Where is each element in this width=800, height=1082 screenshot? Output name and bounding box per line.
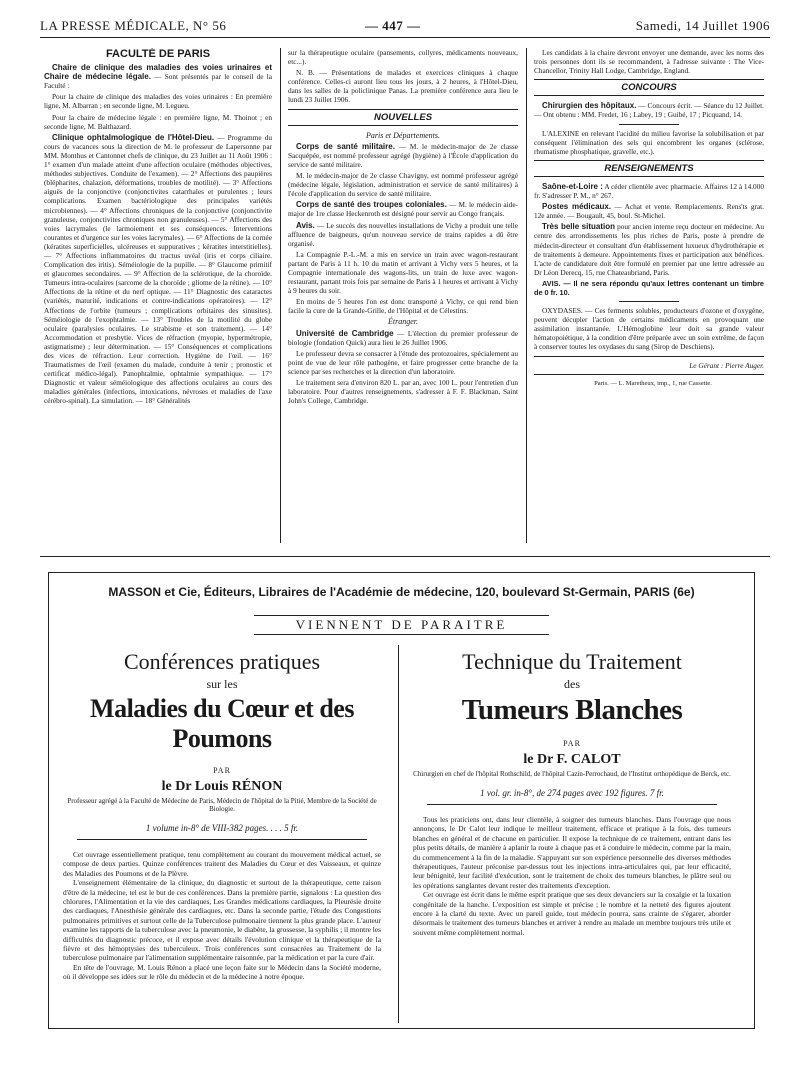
imprint-line: Paris. — L. Maretheux, imp., 1, rue Cassette. bbox=[594, 379, 712, 387]
description-paragraph: Cet ouvrage essentiellement pratique, tenu complètement au courant du mouvement médical actuel, se compose de deux parties. Quinze conférences traitent des Maladies du Cœur et des Vaisseaux, et quinze des Maladies des Poumons et de la Plèvre. bbox=[63, 850, 381, 878]
article-title: Université de Cambridge bbox=[296, 328, 394, 338]
article-cambridge bbox=[288, 329, 518, 347]
author-affiliation: Chirurgien en chef de l'hôpital Rothschild, de l'hôpital Cazin-Perrochaud, de l'Institut orthopédique de Berck, etc. bbox=[413, 770, 731, 778]
article-title: Très belle situation bbox=[542, 222, 615, 232]
article-text: — Achat et vente. Remplacements. Rens'ts grat. 12e année. — Bougault, 45, boul. St-Michel. bbox=[534, 202, 764, 221]
divider bbox=[534, 356, 764, 357]
page-number: — 447 — bbox=[365, 18, 421, 33]
book-author: le Dr Louis RÉNON bbox=[161, 779, 283, 794]
article-title: Avis. bbox=[296, 220, 315, 230]
article-troupes-coloniales bbox=[288, 200, 518, 218]
subheading-paris: Paris et Départements. bbox=[366, 130, 440, 140]
description-paragraph: Cet ouvrage est écrit dans le même esprit pratique que ses deux devanciers sur la coxalgie et la luxation congénitale de la hanche. L'exposition est simple et précise ; le nombre et la netteté des figures ajoutent encore à la clarté du texte. Avec un pareil guide, tout médecin pourra, sans crainte de s'égarer, aborder désormais le traitement des tumeurs blanches et arriver à rendre au malade un membre toujours très utile et souvent même complètement normal. bbox=[413, 890, 731, 937]
subheading-etranger: Étranger. bbox=[388, 317, 418, 327]
book-title-line1: Conférences pratiques bbox=[123, 649, 321, 674]
paragraph: M. le médecin-major de 2e classe Chavigny, est nommé professeur agrégé (médecine légale, législation, administration et service de santé militaires) à l'école d'application du service de santé militaire. bbox=[288, 171, 518, 199]
article-title: Saône-et-Loire : bbox=[542, 181, 603, 191]
volume-price: 1 volume in-8° de VIII-382 pages. . . . 5 fr. bbox=[77, 823, 367, 840]
article-text: — Sont présentés par le conseil de la Faculté : bbox=[44, 72, 272, 91]
description-paragraph: En tête de l'ouvrage, M. Louis Rénon a placé une leçon faite sur le Médecin dans la Société moderne, où il développe ses idées sur le rôle du médecin et de la médecine à notre époque. bbox=[63, 962, 381, 982]
paragraph: Pour la chaire de clinique des maladies des voies urinaires : En première ligne, M. Albarran ; en seconde ligne, M. Legueu. bbox=[44, 92, 272, 111]
article-title: Chaire de clinique des maladies des voies urinaires et Chaire de médecine légale. bbox=[44, 63, 272, 82]
paragraph-nb: N. B. — Présentations de malades et exercices cliniques à chaque conférence. Celles-ci auront lieu tous les jours, à 2 heures, à l'Hôtel-Dieu, dans les salles de la policlinique Panas. La première conférence aura lieu le lundi 23 Juillet 1906. bbox=[288, 68, 518, 105]
notice-situation bbox=[534, 222, 764, 277]
divider bbox=[619, 124, 679, 125]
book-title-line2: sur les bbox=[206, 677, 238, 691]
book-renon bbox=[57, 645, 387, 1023]
article-text: — Le succès des nouvelles installations de Vichy a produit une telle affluence de baigneurs, qu'un nouveau service de trains rapides a dû être organisé. bbox=[288, 220, 518, 248]
paragraph: La Compagnie P.-L.-M. a mis en service un train avec wagon-restaurant partant de Paris à 11 h. 10 du matin et arrivant à Vichy vers 5 heures, et la Compagnie internationale des wagons-lits, un train de luxe avec wagon-restaurant, partant trois fois par semaine de Paris à 1 heures et arrivant à Vichy à 9 heures du soir. bbox=[288, 249, 518, 296]
article-text: — L'élection du premier professeur de biologie (fondation Quick) aura lieu le 26 Juillet 1906. bbox=[288, 328, 518, 347]
article-text: — M. le médecin-major de 2e classe Sacquépée, est nommé professeur agrégé (hygiène) à l'École d'application du service de santé militaire. bbox=[288, 141, 518, 169]
divider bbox=[534, 374, 764, 375]
description-paragraph: Tous les praticiens ont, dans leur clientèle, à soigner des tumeurs blanches. Dans l'ouvrage que nous annonçons, le Dr Calot leur indique le meilleur traitement, efficace et pratique à la fois, des tumeurs blanches en général et de chacune en particulier. Il expose la technique de ce traitement, entrant dans les plus petits détails, de manière à aplanir la route à chaque pas et à conduire le médecin, comme par la main, du commencement à la fin de la maladie. S'appuyant sur son expérience personnelle des diverses méthodes thérapeutiques, l'auteur préconise par-dessus tout les injections intra-articulaires qui, par leur efficacité, leur bénignité, leur facilité d'exécution, sont le traitement de choix des tumeurs blanches, le plâtre seul ou les opérations sanglantes devant rester des traitements d'exception. bbox=[413, 815, 731, 890]
article-corps-militaire bbox=[288, 142, 518, 169]
divider bbox=[619, 301, 679, 302]
book-title-line3: Maladies du Cœur et des Poumons bbox=[90, 694, 354, 753]
section-heading-nouvelles: NOUVELLES bbox=[288, 109, 518, 126]
paragraph: En moins de 5 heures l'on est donc transporté à Vichy, ce qui rend bien facile la cure de la Grande-Grille, de l'Hôpital et de Célestins. bbox=[288, 297, 518, 316]
article-title: Corps de santé des troupes coloniales. bbox=[296, 200, 447, 210]
notice-saone-et-loire bbox=[534, 182, 764, 200]
notice-avis-timbre: AVIS. — Il ne sera répondu qu'aux lettres contenant un timbre de 0 fr. 10. bbox=[534, 278, 764, 297]
column-nouvelles bbox=[288, 48, 518, 548]
running-header bbox=[40, 18, 770, 36]
notice-alexine: L'ALEXINE en relevant l'acidité du milieu favorise la solubilisation et par conséquent l'élimination des sels qui encombrent les organes (sclérose, rhumatisme phosphatique, gravelle, etc.). bbox=[534, 128, 764, 156]
author-affiliation: Professeur agrégé à la Faculté de Médecine de Paris, Médecin de l'hôpital de la Pitié, Membre de la Société de Biologie. bbox=[67, 797, 377, 813]
paragraph: sur la thérapeutique oculaire (pansements, collyres, médicaments nouveaux, etc...). bbox=[288, 48, 518, 67]
article-text: — Programme du cours de vacances sous la direction de M. le professeur de Lapersonne par MM. Monthus et Cantonnet chefs de clinique, du 23 Juillet au 11 Août 1906 : 1° examen d'un malade atteint d'une affection oculaire (méthodes objectives, méthodes subjectives. Conduite de l'examen). — 2° Affections des paupières (blépharites, chalazion, déformations, troubles de motilité). — 3° Affections aiguës de la conjonctive (conjonctivites catarrhales et purulentes ; leurs complications. Examen bactériologique des principales variétés microbiennes). — 4° Affections chroniques de la conjonctive (conjonctivite granuleuse, conjonctivites chroniques non granuleuses). — 5° Affections des voies lacrymales (le larmoiement et ses conséquences. Interventions courantes et d'urgence sur les voies lacrymales). — 6° Affections de la cornée (kératites superficielles, ulcéreuses et suppuratives ; kératites interstitielles). — 7° Affections inflammatoires du tractus uvéal (iris et corps ciliaire. Complication des iritis). Séméiologie de la pupille. — 8° Glaucome primitif et glaucomes secondaires. — 9° Affection de la sclérotique, de la choroïde. Tumeurs intra-oculaires (sarcome de la choroïde ; gliome de la rétine). — 10° Affections de la rétine et du nerf optique. — 11° Diagnostic des cataractes (variétés, maturité, indications et contre-indications opératoires). — 12° Affections de l'orbite (tumeurs ; complications orbitaires des sinusites). Séméiologie de l'exophtalmie. — 13° Troubles de la motilité du globe oculaire (paralysies oculaires. Le strabisme et son traitement). — 14° Accommodation et presbytie. Vices de réfraction (myopie, hypermétropie, astigmatisme) ; leur détermination. — 15° Conséquences et complications des vices de réfraction. Leur correction. Hygiène de l'œil. — 16° Traumatismes de l'œil (examen du malade, conduite à tenir ; pronostic et certificat médico-légal). Panophtalmie, ophtalmie sympathique. — 17° Diagnostic et valeur séméiologique des affections oculaires au cours des maladies générales (infections, intoxications, névroses et maladies de l'axe cérébro-spinal). La simulation. — 18° Généralités bbox=[44, 132, 272, 406]
paragraph: Pour la chaire de médecine légale : en première ligne, M. Thoinot ; en seconde ligne, M. Balthazard. bbox=[44, 112, 272, 131]
column-faculte bbox=[44, 48, 272, 548]
gerant-line: Le Gérant : Pierre Auger. bbox=[689, 360, 764, 370]
section-heading-faculte: FACULTÉ DE PARIS bbox=[105, 48, 211, 60]
volume-price: 1 vol. gr. in-8°, de 274 pages avec 192 figures. 7 fr. bbox=[427, 788, 717, 805]
description-paragraph: L'enseignement élémentaire de la clinique, du diagnostic et surtout de la thérapeutique, cette raison d'être de la médecine, tel est le but de ces conférences. Dans la première partie, signalons : La question des chlorures, l'Alimentation et la vie des cardiaques, Les Grandes médications cardiaques, la Pleurésie droite des cardiaques, l'Anesthésie générale des cardiaques, etc. Dans la seconde partie, l'étude des Congestions pulmonaires primitives et surtout celle de la Tuberculose pulmonaire tiennent la plus grande place. L'auteur examine les rapports de la tuberculose avec la pneumonie, le diabète, la grossesse, la syphilis ; il montre les difficultés du diagnostic précoce, et il expose avec détails l'évolution clinique et la thérapeutique de la fièvre et des hémoptysies des tuberculeux. Trois conférences sont consacrées au Traitement de la tuberculose pulmonaire par l'alimentation supplémentaire raisonnée, par la médication et par la cure d'air. bbox=[63, 878, 381, 963]
par-label: PAR bbox=[213, 766, 231, 775]
article-text: — M. le médecin aide-major de 1re classe Heckenroth est désigné pour servir au Congo français. bbox=[288, 200, 518, 219]
paragraph: Le professeur devra se consacrer à l'étude des protozoaires, spécialement au point de vue de leur rôle pathogène, et faire progresser cette branche de la science par ses recherches et la direction d'un laboratoire. bbox=[288, 348, 518, 376]
book-title-line3: Tumeurs Blanches bbox=[461, 694, 683, 726]
article-text: A céder clientèle avec pharmacie. Affaires 12 à 14.000 fr. S'adresser P. M., n° 267. bbox=[534, 181, 764, 201]
book-title-line1: Technique du Traitement bbox=[462, 649, 682, 674]
article-avis-vichy bbox=[288, 221, 518, 248]
book-calot bbox=[407, 645, 737, 1023]
article-title: Corps de santé militaire. bbox=[296, 141, 395, 151]
paragraph: Les candidats à la chaire devront envoyer une demande, avec les noms des trois personnes dont ils se recommandent, à l'adresse suivante : The Vice-Chancellor, Trinity Hall Lodge, Cambridge, England. bbox=[534, 48, 764, 76]
column-concours bbox=[534, 48, 764, 548]
journal-name: LA PRESSE MÉDICALE, N° 56 bbox=[40, 18, 227, 33]
section-rule bbox=[40, 556, 770, 557]
book-title-line2: des bbox=[564, 677, 580, 691]
book-description bbox=[63, 850, 381, 982]
book-author: le Dr F. CALOT bbox=[523, 752, 621, 767]
issue-date: Samedi, 14 Juillet 1906 bbox=[635, 18, 770, 33]
ad-divider bbox=[398, 645, 399, 1023]
section-heading-renseignements: RENSEIGNEMENTS bbox=[534, 160, 764, 177]
header-rule bbox=[40, 37, 770, 38]
column-divider bbox=[280, 48, 281, 543]
article-chirurgien bbox=[534, 101, 764, 119]
article-text: pour ancien interne reçu docteur en médecine. Au centre des arrondissements les plus riches de Paris, poste à prendre de médecin-directeur et consultant d'un établissement luxueux d'hydrothérapie et de traitements à demeure. Appointements fixes et participation aux bénéfices. L'acte de candidature doit être formulé en premier par une lettre adressée au Dr Léon Derecq, 15, rue Chateaubriand, Paris. bbox=[534, 222, 764, 277]
article-chaire bbox=[44, 63, 272, 90]
article-clinique bbox=[44, 133, 272, 406]
notice-oxydases: OXYDASES. — Ces ferments solubles, producteurs d'ozone et d'oxygène, peuvent décupler l'action de certains médicaments en provoquant une assimilation instantanée. L'Hémoglobine leur doit sa grande valeur hématopoiétique, à la condition d'être préparée avec un soin extrême, de façon à conserver toutes les oxydases du sang (Sirop de Deschiens). bbox=[534, 306, 764, 352]
par-label: PAR bbox=[563, 739, 581, 748]
notice-postes-medicaux bbox=[534, 202, 764, 220]
article-text: — Concours écrit. — Séance du 12 Juillet. — Ont obtenu : MM. Fredet, 16 ; Labey, 19 ; Guibé, 17 ; Picquand, 14. bbox=[534, 101, 764, 120]
publisher-line: MASSON et Cie, Éditeurs, Libraires de l'Académie de médecine, 120, boulevard St-Germain, PARIS (6e) bbox=[108, 585, 695, 599]
banner-viennent-de-paraitre: VIENNENT DE PARAITRE bbox=[254, 615, 549, 635]
article-title: Postes médicaux. bbox=[542, 202, 612, 212]
column-divider bbox=[526, 48, 527, 543]
book-description bbox=[413, 815, 731, 937]
article-title: Chirurgien des hôpitaux. bbox=[542, 101, 637, 111]
paragraph: Le traitement sera d'environ 820 L. par an, avec 100 L. pour l'entretien d'un laboratoire. Pour d'autres renseignements, s'adresser à F. F. Blackman, Saint John's College, Cambridge. bbox=[288, 378, 518, 406]
article-title: Clinique ophtalmologique de l'Hôtel-Dieu. bbox=[52, 132, 215, 142]
section-heading-concours: CONCOURS bbox=[534, 79, 764, 96]
masson-advertisement bbox=[48, 572, 755, 1029]
